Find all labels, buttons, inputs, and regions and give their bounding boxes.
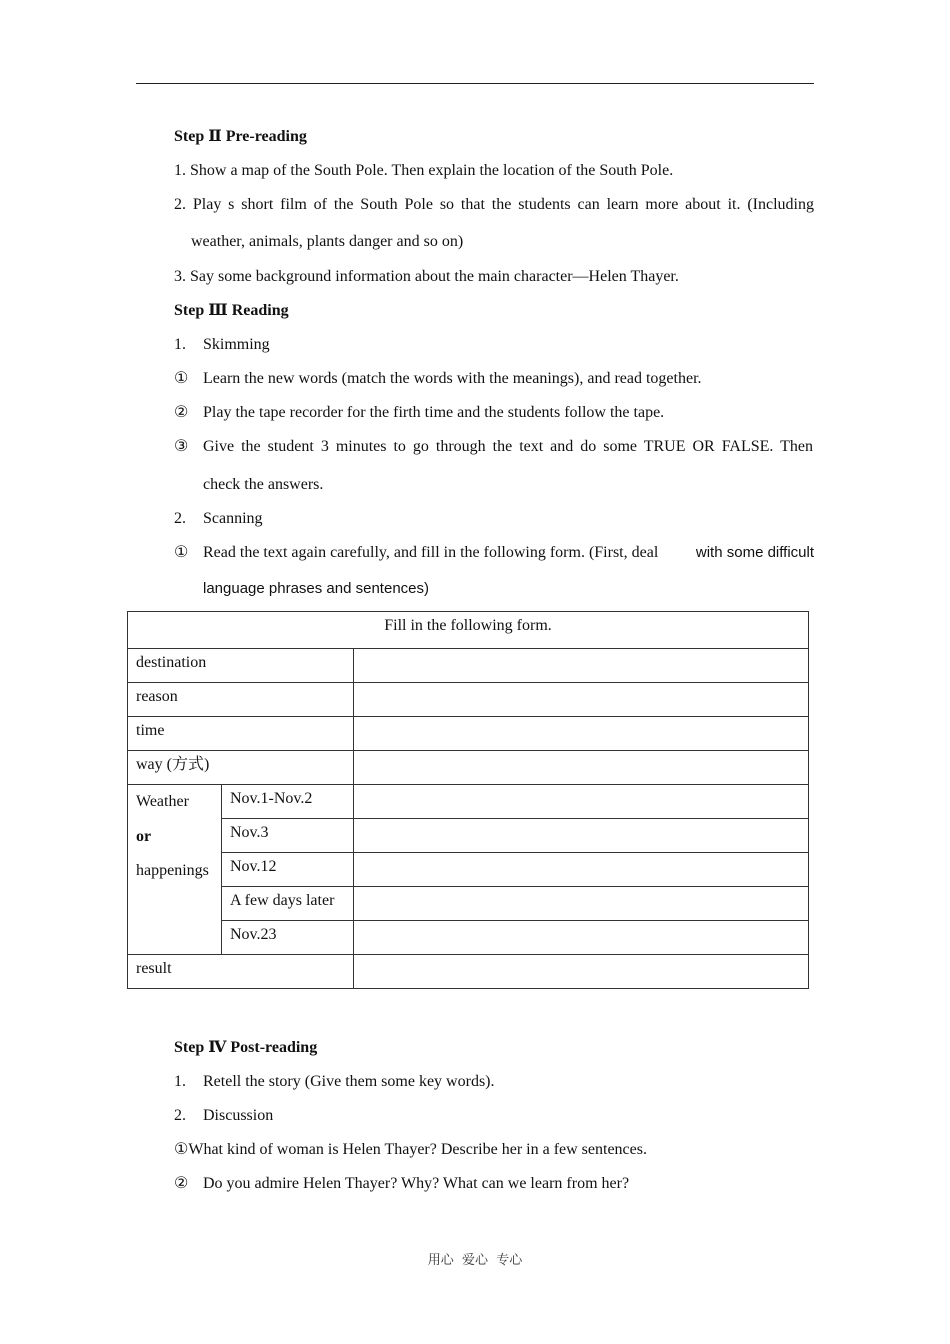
- post-reading-item-1-text: Retell the story (Give them some key words).: [203, 1073, 495, 1090]
- group-label-weather-or-happenings: [128, 785, 222, 955]
- fill-in-form-table: [127, 611, 809, 989]
- form-title: Fill in the following form.: [128, 612, 809, 649]
- skimming-step-3: [174, 437, 203, 457]
- scanning-text-serif: Read the text again carefully, and fill in the following form. (First, deal: [203, 544, 663, 561]
- scanning-label: Scanning: [203, 510, 263, 527]
- table-row: [128, 649, 809, 683]
- table-row: [128, 612, 809, 649]
- step2-item-1: 1. Show a map of the South Pole. Then explain the location of the South Pole.: [174, 162, 674, 179]
- discussion-question-2: [174, 1174, 629, 1194]
- table-row: [128, 683, 809, 717]
- answer-cell-date-4[interactable]: [354, 887, 809, 921]
- table-row: [128, 751, 809, 785]
- skimming-item: [174, 335, 270, 355]
- step4-heading: Step Ⅳ Post-reading: [174, 1039, 318, 1056]
- scanning-step-1-text: [203, 543, 814, 563]
- answer-cell-date-3[interactable]: [354, 853, 809, 887]
- row-label-time: time: [128, 717, 354, 751]
- step2-item-2: 2. Play s short film of the South Pole so that the students can learn more about it. (Including: [174, 196, 814, 213]
- discussion-question-2-text: Do you admire Helen Thayer? Why? What can we learn from her?: [203, 1175, 630, 1192]
- skimming-label: Skimming: [203, 336, 270, 353]
- date-cell: Nov.12: [222, 853, 354, 887]
- list-number: 2.: [174, 1107, 186, 1124]
- skimming-step-3-text: Give the student 3 minutes to go through the text and do some TRUE OR FALSE. Then: [203, 438, 813, 455]
- list-number: 1.: [174, 1073, 186, 1090]
- table-row: [128, 887, 809, 921]
- scanning-item: [174, 509, 263, 529]
- answer-cell-result[interactable]: [354, 955, 809, 989]
- scanning-step-1: [174, 543, 203, 563]
- skimming-step-1-text: Learn the new words (match the words with the meanings), and read together.: [203, 370, 702, 387]
- scanning-text-sans: with some difficult: [695, 544, 814, 561]
- skimming-step-3-cont: check the answers.: [203, 476, 324, 493]
- step2-item-2-cont: weather, animals, plants danger and so on): [191, 233, 464, 250]
- group-label-line-2: or: [136, 827, 152, 845]
- skimming-step-1: [174, 369, 702, 389]
- step2-heading: Step Ⅱ Pre-reading: [174, 128, 307, 145]
- date-cell: Nov.23: [222, 921, 354, 955]
- date-cell: Nov.1-Nov.2: [222, 785, 354, 819]
- scanning-step-1-cont: language phrases and sentences): [203, 580, 429, 597]
- table-row: [128, 853, 809, 887]
- post-reading-item-1: [174, 1072, 495, 1092]
- answer-cell-date-5[interactable]: [354, 921, 809, 955]
- step3-heading: Step Ⅲ Reading: [174, 302, 289, 319]
- table-row: [128, 955, 809, 989]
- list-number: 1.: [174, 336, 186, 353]
- skimming-step-2-text: Play the tape recorder for the firth time and the students follow the tape.: [203, 404, 665, 421]
- group-label-line-3: happenings: [136, 862, 209, 879]
- page-footer: 用心 爱心 专心: [427, 1253, 523, 1268]
- answer-cell-time[interactable]: [354, 717, 809, 751]
- row-label-result: result: [128, 955, 354, 989]
- post-reading-item-2: [174, 1106, 273, 1126]
- list-number: 2.: [174, 510, 186, 527]
- discussion-question-1: ①What kind of woman is Helen Thayer? Describe her in a few sentences.: [174, 1141, 647, 1158]
- answer-cell-destination[interactable]: [354, 649, 809, 683]
- table-row: [128, 921, 809, 955]
- circled-number-1: ①: [174, 544, 189, 561]
- answer-cell-date-2[interactable]: [354, 819, 809, 853]
- group-label-line-1: Weather: [136, 793, 189, 810]
- date-cell: A few days later: [222, 887, 354, 921]
- post-reading-item-2-text: Discussion: [203, 1107, 274, 1124]
- row-label-destination: destination: [128, 649, 354, 683]
- circled-number-3: ③: [174, 438, 189, 455]
- row-label-way: way (方式): [128, 751, 354, 785]
- circled-number-1: ①: [174, 370, 189, 387]
- table-row: [128, 717, 809, 751]
- skimming-step-2: [174, 403, 664, 423]
- table-row: [128, 819, 809, 853]
- answer-cell-date-1[interactable]: [354, 785, 809, 819]
- step2-item-3: 3. Say some background information about the main character—Helen Thayer.: [174, 268, 679, 285]
- date-cell: Nov.3: [222, 819, 354, 853]
- circled-number-2: ②: [174, 404, 189, 421]
- row-label-reason: reason: [128, 683, 354, 717]
- answer-cell-reason[interactable]: [354, 683, 809, 717]
- table-row: [128, 785, 809, 819]
- circled-number-2: ②: [174, 1175, 189, 1192]
- header-rule: [136, 83, 814, 84]
- answer-cell-way[interactable]: [354, 751, 809, 785]
